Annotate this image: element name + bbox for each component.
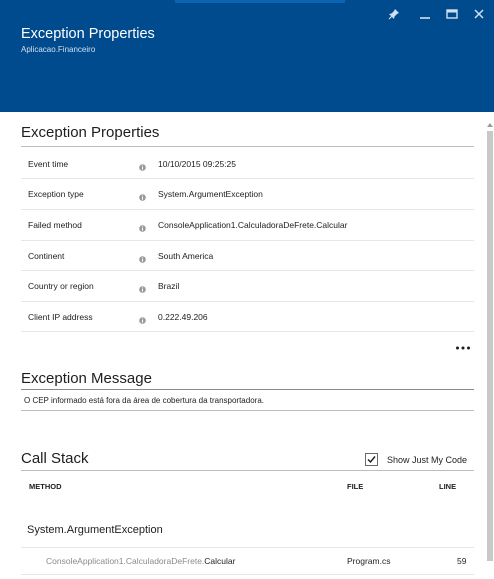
info-icon[interactable] (139, 250, 146, 257)
properties-section-title: Exception Properties (21, 124, 160, 141)
scroll-up-arrow-icon[interactable] (486, 116, 494, 124)
property-label: Exception type (28, 189, 84, 199)
row-divider (21, 547, 474, 548)
property-label: Country or region (28, 281, 94, 291)
property-value: South America (158, 251, 214, 261)
blade-subtitle: Aplicacao.Financeiro (21, 45, 96, 54)
row-divider (21, 240, 474, 241)
property-value: ConsoleApplication1.CalculadoraDeFrete.Calcular (158, 220, 348, 230)
info-icon[interactable] (139, 158, 146, 165)
row-divider (21, 574, 474, 575)
column-header-method[interactable]: METHOD (29, 482, 62, 491)
method-prefix: ConsoleApplication1.CalculadoraDeFrete. (46, 556, 205, 566)
checkmark-icon (366, 454, 377, 465)
blade-title: Exception Properties (21, 26, 155, 42)
message-title-rule (21, 389, 474, 390)
maximize-icon[interactable] (443, 6, 461, 22)
message-bottom-rule (21, 410, 474, 411)
info-icon[interactable] (139, 188, 146, 195)
message-section-title: Exception Message (21, 370, 152, 387)
pin-icon[interactable] (385, 6, 403, 22)
property-value: System.ArgumentException (158, 189, 263, 199)
callstack-title-rule (21, 470, 474, 471)
info-icon[interactable] (139, 280, 146, 287)
exception-message-text: O CEP informado está fora da área de cobertura da transportadora. (24, 396, 264, 405)
column-header-file[interactable]: FILE (347, 482, 364, 491)
row-divider (21, 209, 474, 210)
property-label: Continent (28, 251, 65, 261)
header-accent-bar (175, 0, 345, 3)
property-value: Brazil (158, 281, 180, 291)
info-icon[interactable] (139, 219, 146, 226)
row-divider (21, 331, 474, 332)
row-divider (21, 178, 474, 179)
properties-title-rule (21, 146, 474, 147)
property-label: Event time (28, 159, 69, 169)
row-divider (21, 270, 474, 271)
stack-frame-file[interactable]: Program.cs (347, 556, 391, 566)
property-value: 10/10/2015 09:25:25 (158, 159, 236, 169)
property-label: Client IP address (28, 312, 93, 322)
blade-header (0, 0, 494, 112)
just-my-code-label[interactable]: Show Just My Code (387, 455, 468, 465)
info-icon[interactable] (139, 311, 146, 318)
stack-frame-line: 59 (457, 556, 467, 566)
stack-frame-method (46, 556, 235, 566)
callstack-exception-name: System.ArgumentException (27, 524, 163, 536)
column-header-line[interactable]: LINE (439, 482, 457, 491)
scrollbar-thumb[interactable] (487, 131, 493, 561)
just-my-code-checkbox[interactable] (365, 453, 378, 466)
property-label: Failed method (28, 220, 82, 230)
method-name: Calcular (204, 556, 236, 566)
callstack-section-title: Call Stack (21, 450, 89, 467)
row-divider (21, 301, 474, 302)
close-icon[interactable] (470, 6, 488, 22)
property-value: 0.222.49.206 (158, 312, 208, 322)
minimize-icon[interactable] (416, 6, 434, 22)
ellipsis-icon[interactable] (455, 339, 471, 347)
